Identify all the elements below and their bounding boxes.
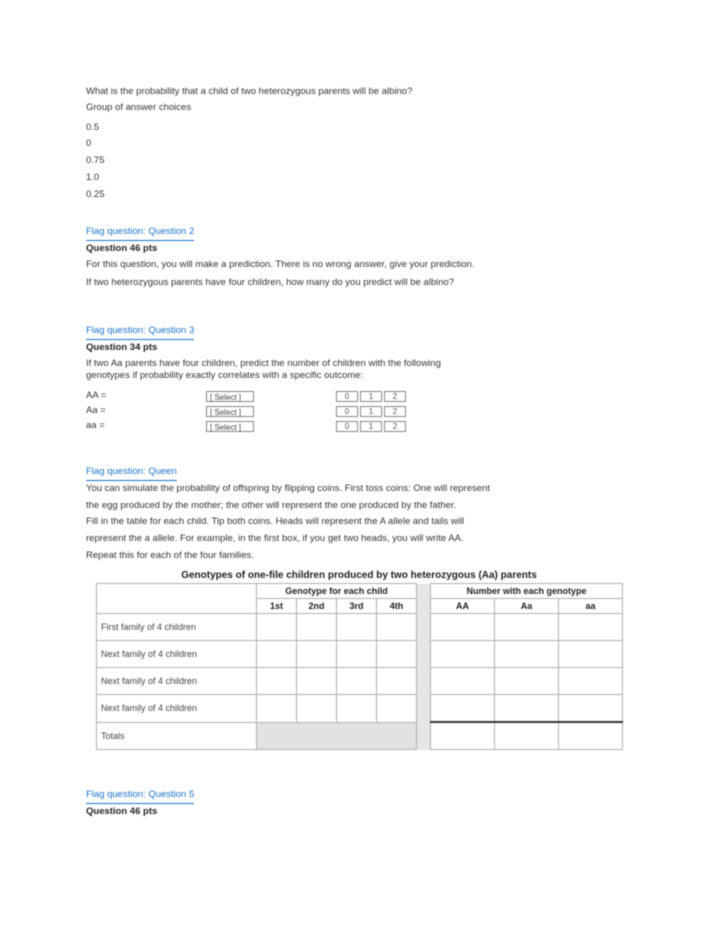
row-label: Next family of 4 children <box>97 668 257 695</box>
table-cell[interactable] <box>495 695 559 723</box>
flag-question-3-link[interactable]: Flag question: Question 3 <box>86 325 194 340</box>
genotype-row-aa-dominant <box>86 389 626 404</box>
table-row <box>97 614 623 641</box>
question-4-line3: Fill in the table for each child. Tip both coins. Heads will represent the A allele and tails will <box>86 516 465 528</box>
table-cell[interactable] <box>337 668 377 695</box>
table-cell[interactable] <box>431 641 495 668</box>
gap-cell <box>417 641 431 668</box>
question-4-line2: the egg produced by the mother; the other will represent the one produced by the father. <box>86 499 457 511</box>
header-child-1: 1st <box>257 599 297 614</box>
flag-question-2-link[interactable]: Flag question: Question 2 <box>86 226 194 241</box>
table-cell[interactable] <box>495 668 559 695</box>
question-2-title: Question 46 pts <box>86 242 158 254</box>
gap-cell <box>417 668 431 695</box>
header-genotype-each-child: Genotype for each child <box>257 584 417 599</box>
choice-box[interactable]: 1 <box>360 391 382 402</box>
genotype-select[interactable]: [ Select ] <box>206 406 254 417</box>
question-4-line1: You can simulate the probability of offspring by flipping coins. First toss coins: One will represent <box>86 482 490 494</box>
header-gap <box>417 584 431 614</box>
table-row <box>97 641 623 668</box>
table-cell[interactable] <box>257 695 297 723</box>
table-cell[interactable] <box>337 695 377 723</box>
table-row <box>97 695 623 723</box>
header-empty <box>97 584 257 614</box>
choice-box[interactable]: 2 <box>384 406 406 417</box>
question-5-title: Question 46 pts <box>86 805 158 817</box>
answer-option-3[interactable]: 0.75 <box>86 155 105 167</box>
table-cell[interactable] <box>337 614 377 641</box>
gap-cell <box>417 722 431 750</box>
question-4-line5: Repeat this for each of the four families. <box>86 550 254 562</box>
totals-cell[interactable] <box>495 722 559 750</box>
totals-shaded-cell <box>257 722 417 750</box>
answer-option-4[interactable]: 1.0 <box>86 172 100 184</box>
answer-option-5[interactable]: 0.25 <box>86 188 105 200</box>
answer-option-2[interactable]: 0 <box>86 138 92 150</box>
totals-cell[interactable] <box>559 722 623 750</box>
table-cell[interactable] <box>257 668 297 695</box>
question-5 <box>86 789 626 819</box>
table-cell[interactable] <box>297 641 337 668</box>
genotype-select[interactable]: [ Select ] <box>206 391 254 402</box>
genotype-label: aa = <box>86 420 105 432</box>
totals-label: Totals <box>97 722 257 750</box>
table-caption: Genotypes of one-file children produced by two heterozygous (Aa) parents <box>181 570 537 581</box>
table-cell[interactable] <box>297 695 337 723</box>
choice-box[interactable]: 2 <box>384 421 406 432</box>
question-2 <box>86 226 626 290</box>
table-cell[interactable] <box>377 668 417 695</box>
table-cell[interactable] <box>377 641 417 668</box>
table-cell[interactable] <box>559 695 623 723</box>
table-cell[interactable] <box>431 668 495 695</box>
choice-box[interactable]: 1 <box>360 406 382 417</box>
question-3 <box>86 325 626 434</box>
flag-question-5-link[interactable]: Flag question: Question 5 <box>86 789 194 804</box>
choice-box[interactable]: 2 <box>384 391 406 402</box>
table-cell[interactable] <box>297 668 337 695</box>
question-4-line4: represent the a allele. For example, in the first box, if you get two heads, you will write AA. <box>86 533 464 545</box>
table-cell[interactable] <box>431 614 495 641</box>
row-label: First family of 4 children <box>97 614 257 641</box>
genotype-select[interactable]: [ Select ] <box>206 421 254 432</box>
header-child-2: 2nd <box>297 599 337 614</box>
table-cell[interactable] <box>257 614 297 641</box>
question-4 <box>86 466 626 563</box>
row-label: Next family of 4 children <box>97 641 257 668</box>
table-cell[interactable] <box>559 668 623 695</box>
table-cell[interactable] <box>377 614 417 641</box>
gap-cell <box>417 614 431 641</box>
table-cell[interactable] <box>559 614 623 641</box>
question-text: What is the probability that a child of two heterozygous parents will be albino? <box>86 86 413 97</box>
choice-box[interactable]: 0 <box>336 406 358 417</box>
answer-option-1[interactable]: 0.5 <box>86 121 100 133</box>
header-aa-hetero: Aa <box>495 599 559 614</box>
totals-cell[interactable] <box>431 722 495 750</box>
table-cell[interactable] <box>297 614 337 641</box>
table-total-row <box>97 722 623 750</box>
question-2-line1: For this question, you will make a prediction. There is no wrong answer, give your prediction. <box>86 258 475 270</box>
header-aa-recessive: aa <box>559 599 623 614</box>
question-3-line1: If two Aa parents have four children, predict the number of children with the following <box>86 357 441 369</box>
gap-cell <box>417 695 431 723</box>
genotype-label: AA = <box>86 390 107 402</box>
table-cell[interactable] <box>495 614 559 641</box>
genotype-select-list <box>86 389 626 434</box>
flag-question-4-link[interactable]: Flag question: Queen <box>86 466 177 481</box>
table-header-row-1 <box>97 584 623 599</box>
header-child-4: 4th <box>377 599 417 614</box>
genotype-row-aa-recessive <box>86 419 626 434</box>
header-child-3: 3rd <box>337 599 377 614</box>
choice-box[interactable]: 1 <box>360 421 382 432</box>
table-cell[interactable] <box>257 641 297 668</box>
table-row <box>97 668 623 695</box>
genotype-table <box>96 583 623 750</box>
genotype-label: Aa = <box>86 405 106 417</box>
row-label: Next family of 4 children <box>97 695 257 723</box>
table-cell[interactable] <box>559 641 623 668</box>
choice-box[interactable]: 0 <box>336 421 358 432</box>
table-cell[interactable] <box>337 641 377 668</box>
answer-instruction: Group of answer choices <box>86 101 192 113</box>
header-number-each-genotype: Number with each genotype <box>431 584 623 599</box>
choice-box[interactable]: 0 <box>336 391 358 402</box>
table-cell[interactable] <box>431 695 495 723</box>
table-cell[interactable] <box>377 695 417 723</box>
question-2-line2: If two heterozygous parents have four children, how many do you predict will be albino? <box>86 277 455 289</box>
header-aa-dominant: AA <box>431 599 495 614</box>
genotype-row-aa-hetero <box>86 404 626 419</box>
question-3-title: Question 34 pts <box>86 341 158 353</box>
table-cell[interactable] <box>495 641 559 668</box>
question-3-line2: genotypes if probability exactly correlates with a specific outcome: <box>86 370 364 382</box>
question-top <box>86 86 626 202</box>
